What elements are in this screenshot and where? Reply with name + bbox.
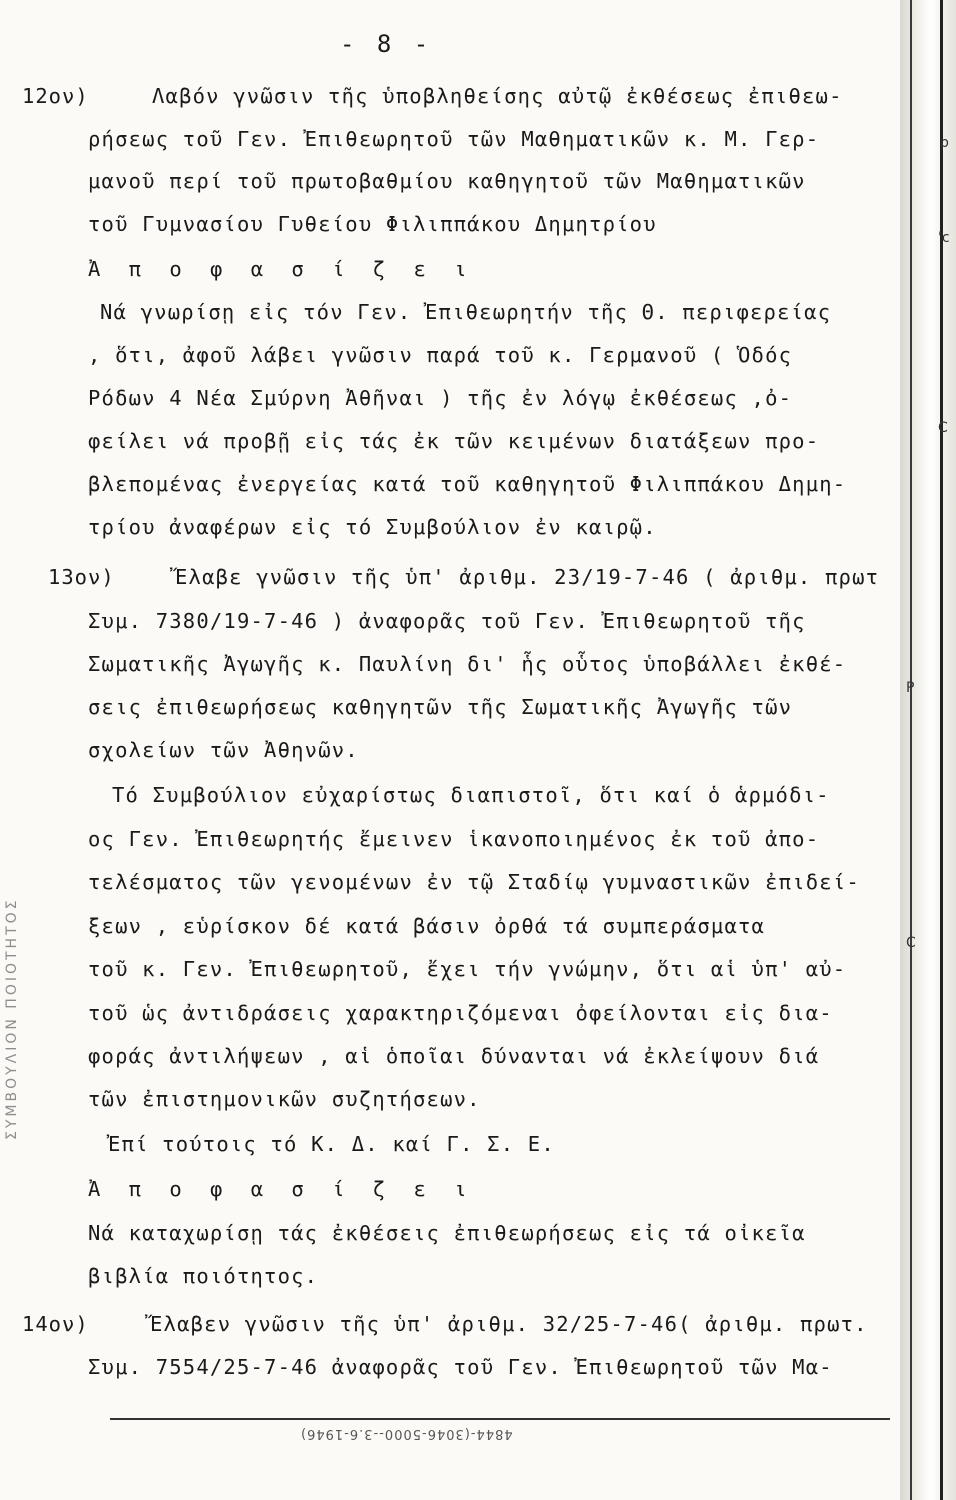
item13-line-1: Ἔλαβε γνῶσιν τῆς ὑπ' ἀριθμ. 23/19-7-46 ( ἀριθμ. πρωτ [175,565,880,589]
margin-mark-1: p [940,135,949,151]
item12-line-2: ρήσεως τοῦ Γεν. Ἐπιθεωρητοῦ τῶν Μαθηματικῶν κ. Μ. Γερ- [88,127,820,151]
item13-body-8: τῶν ἐπιστημονικῶν συζητήσεων. [88,1087,481,1111]
item12-body-5: βλεπομένας ἐνεργείας κατά τοῦ καθηγητοῦ Φιλιππάκου Δημη- [88,472,847,496]
item13-body2-1: Νά καταχωρίσῃ τάς ἐκθέσεις ἐπιθεωρήσεως εἰς τά οἰκεῖα [88,1221,806,1245]
item13-line-5: σχολείων τῶν Ἀθηνῶν. [88,738,359,762]
item13-body-5: τοῦ κ. Γεν. Ἐπιθεωρητοῦ, ἔχει τήν γνώμην, ὅτι αἱ ὑπ' αὐ- [88,957,847,981]
item12-decision: Ἀ π ο φ α σ ί ζ ε ι [88,257,475,281]
item13-decision: Ἀ π ο φ α σ ί ζ ε ι [88,1177,475,1201]
footer-print-code: 4844-(3046-5000--3.6-1946) [300,1426,513,1441]
edge-rule-right [940,0,943,1500]
item13-body-2: ος Γεν. Ἐπιθεωρητής ἔμεινεν ἱκανοποιημένος ἐκ τοῦ ἀπο- [88,827,820,851]
item13-body-4: ξεων , εὑρίσκον δέ κατά βάσιν ὀρθά τά συμπεράσματα [88,914,766,938]
spine-text: ΣΥΜΒΟΥΛΙΟΝ ΠΟΙΟΤΗΤΟΣ [4,897,20,1140]
item12-body-2: , ὅτι, ἀφοῦ λάβει γνῶσιν παρά τοῦ κ. Γερμανοῦ ( Ὁδός [88,343,793,367]
edge-rule-left [910,0,912,1500]
item12-body-1: Νά γνωρίσῃ εἰς τόν Γεν. Ἐπιθεωρητήν τῆς Θ. περιφερείας [100,300,832,324]
margin-mark-5: C [906,935,916,951]
item13-line-2: Συμ. 7380/19-7-46 ) ἀναφορᾶς τοῦ Γεν. Ἐπιθεωρητοῦ τῆς [88,609,806,633]
item-number-13: 13ον) [48,565,115,589]
item13-line-3: Σωματικῆς Ἀγωγῆς κ. Παυλίνη δι' ἧς οὗτος ὑποβάλλει ἐκθέ- [88,652,847,676]
margin-mark-4: P [906,680,915,696]
item12-line-1: Λαβόν γνῶσιν τῆς ὑποβληθείσης αὐτῷ ἐκθέσεως ἐπιθεω- [152,84,843,108]
item13-body-3: τελέσματος τῶν γενομένων ἐν τῷ Σταδίῳ γυμναστικῶν ἐπιδεί- [88,870,860,894]
page-number: - 8 - [340,30,433,58]
item14-line-1: Ἔλαβεν γνῶσιν τῆς ὑπ' ἀριθμ. 32/25-7-46( ἀριθμ. πρωτ. [150,1312,868,1336]
item-number-12: 12ον) [22,84,89,108]
item12-body-3: Ρόδων 4 Νέα Σμύρνη Ἀθῆναι ) τῆς ἐν λόγῳ ἐκθέσεως ,ὀ- [88,386,793,410]
item14-line-2: Συμ. 7554/25-7-46 ἀναφορᾶς τοῦ Γεν. Ἐπιθεωρητοῦ τῶν Μα- [88,1355,833,1379]
item-number-14: 14ον) [22,1312,89,1336]
margin-mark-3: C [938,420,948,436]
item13-body-1: Τό Συμβούλιον εὐχαρίστως διαπιστοῖ, ὅτι καί ὁ ἁρμόδι- [112,783,830,807]
item13-body2-2: βιβλία ποιότητος. [88,1264,319,1288]
item12-line-3: μανοῦ περί τοῦ πρωτοβαθμίου καθηγητοῦ τῶν Μαθηματικῶν [88,169,806,193]
margin-mark-2: 'c [938,230,950,246]
bottom-rule [110,1418,890,1420]
item13-line-4: σεις ἐπιθεωρήσεως καθηγητῶν τῆς Σωματικῆς Ἀγωγῆς τῶν [88,695,793,719]
item12-body-6: τρίου ἀναφέρων εἰς τό Συμβούλιον ἐν καιρῷ. [88,515,657,539]
item12-body-4: φείλει νά προβῇ εἰς τάς ἐκ τῶν κειμένων διατάξεων προ- [88,429,820,453]
item13-body-7: φοράς ἀντιλήψεων , αἱ ὁποῖαι δύνανται νά ἐκλείψουν διά [88,1044,820,1068]
item12-line-4: τοῦ Γυμνασίου Γυθείου Φιλιππάκου Δημητρίου [88,212,657,236]
item13-body-6: τοῦ ὡς ἀντιδράσεις χαρακτηριζόμεναι ὀφείλονται εἰς δια- [88,1001,833,1025]
item13-body-9: Ἐπί τούτοις τό Κ. Δ. καί Γ. Σ. Ε. [108,1132,555,1156]
binding-edge [900,0,956,1500]
